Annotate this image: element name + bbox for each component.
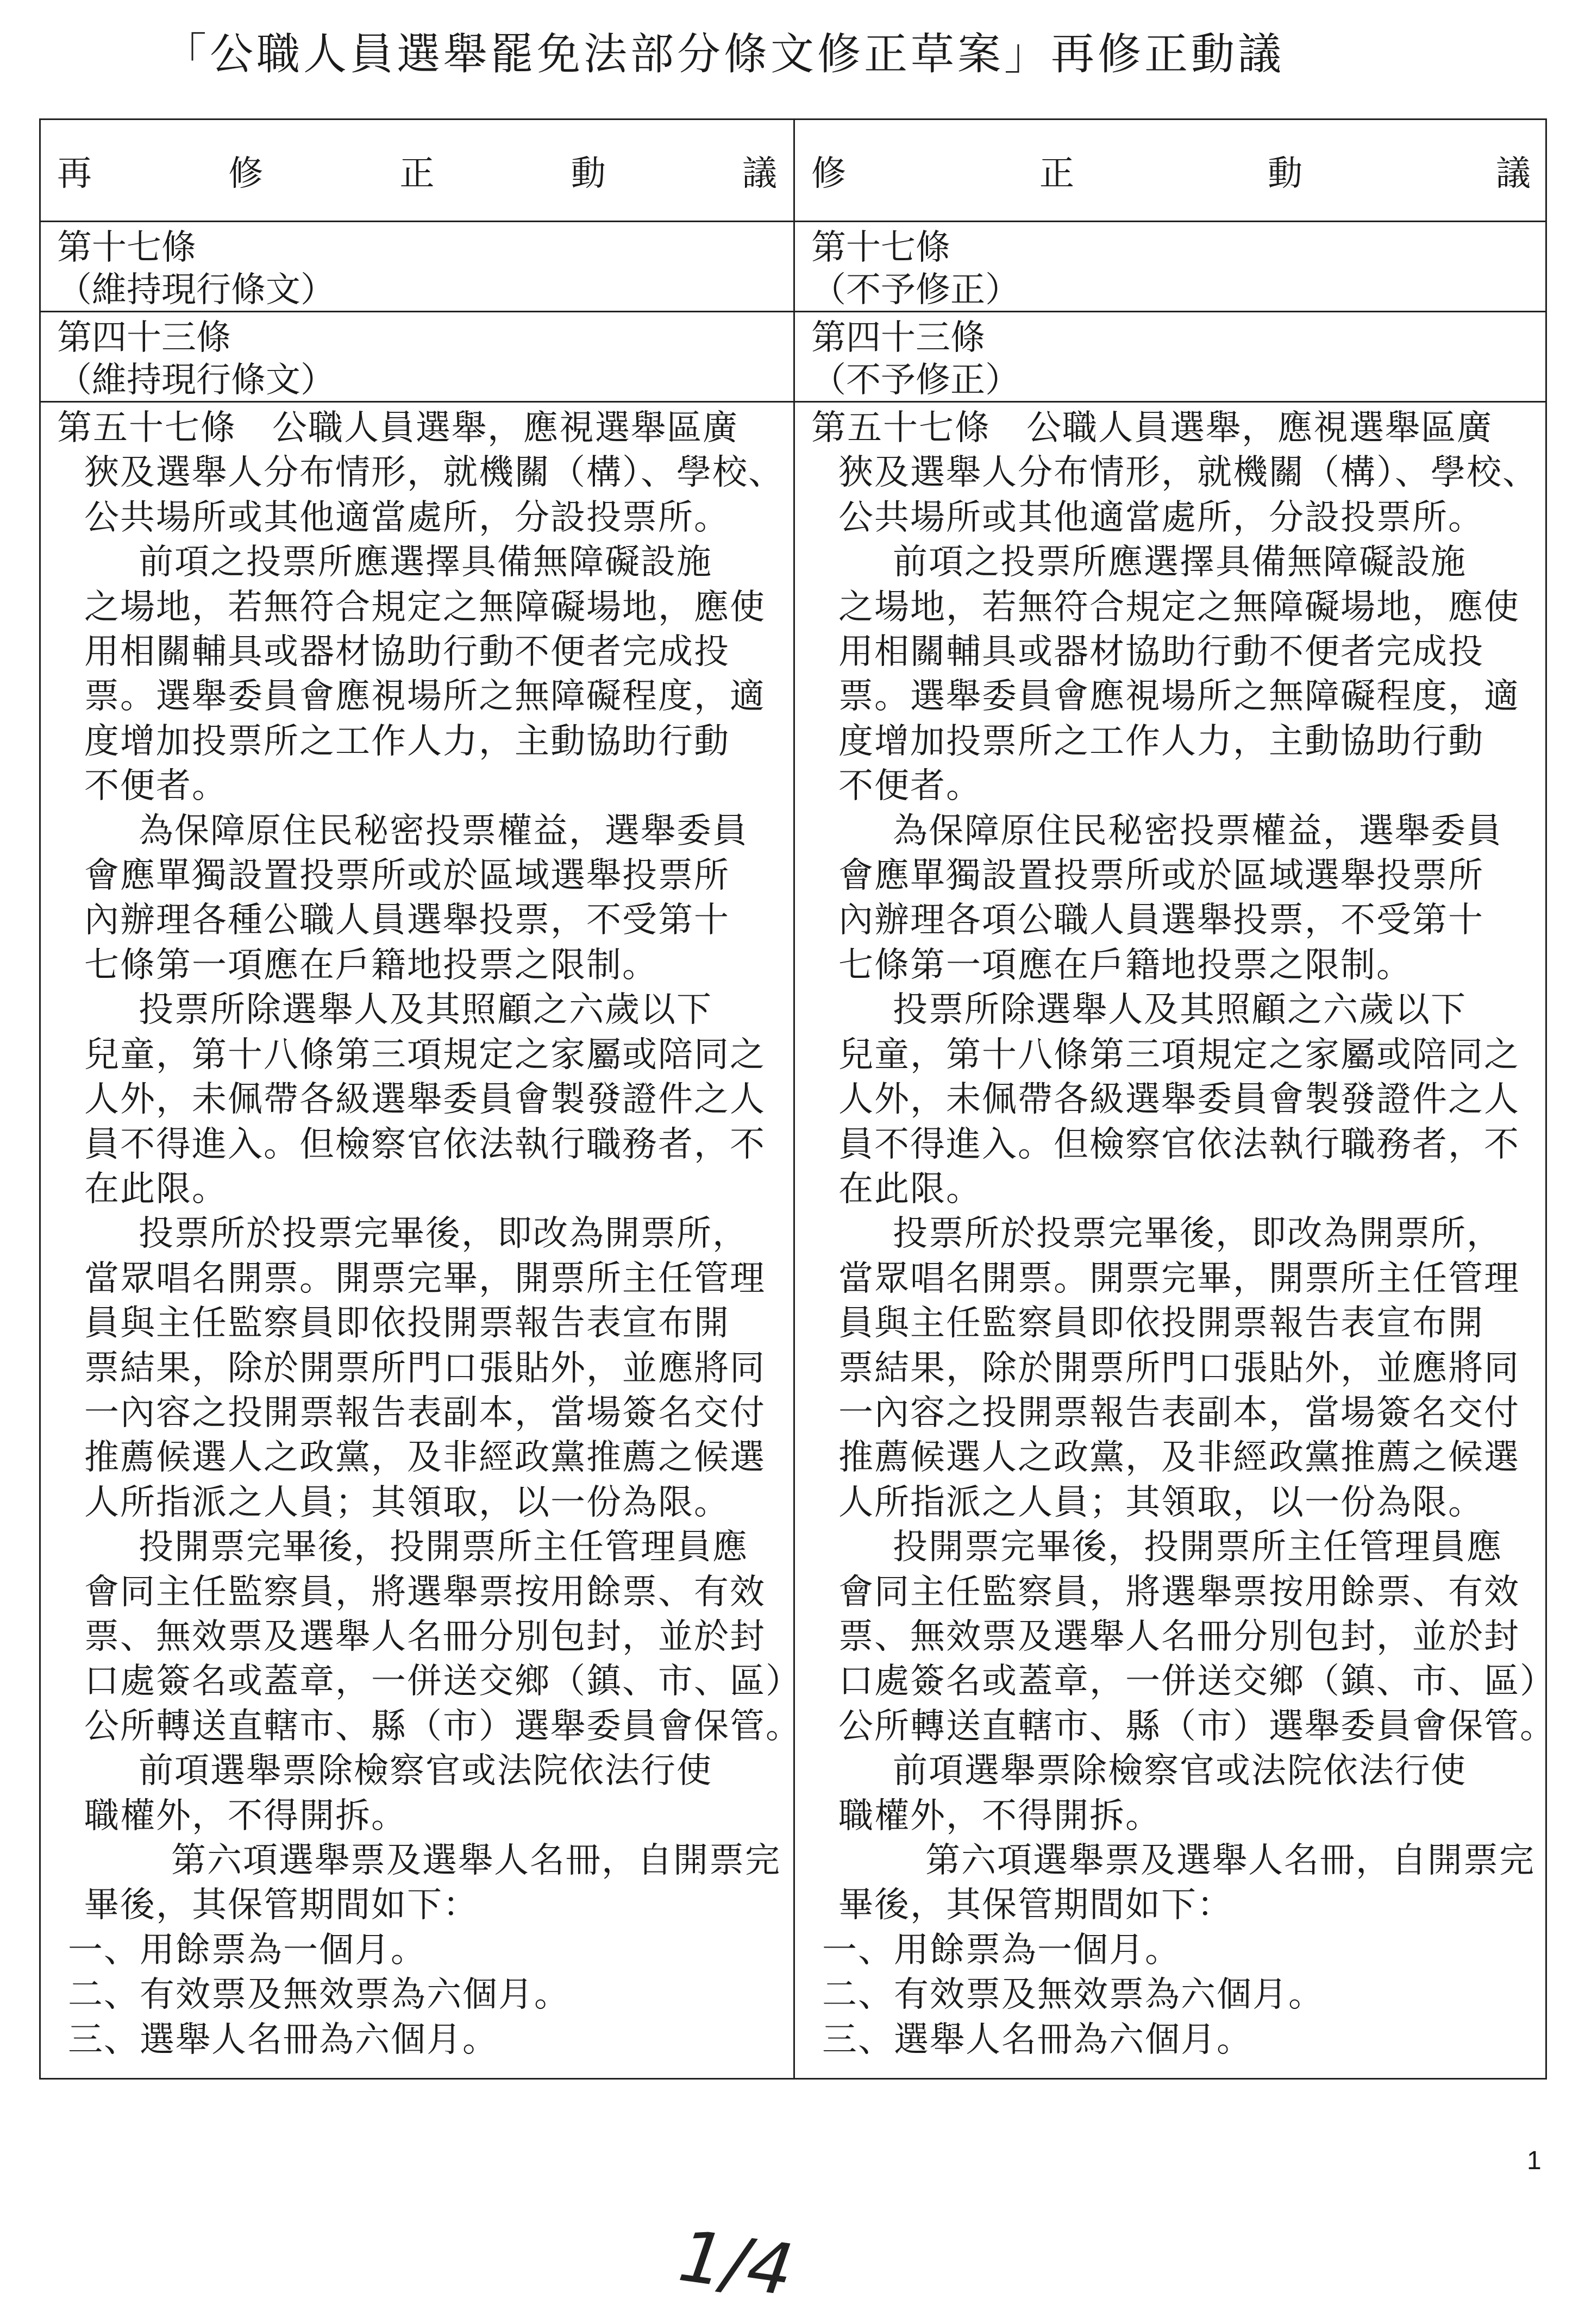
text-line: 第五十七條 公職人員選舉，應視選舉區廣 <box>811 408 1493 448</box>
text-line: 在此限。 <box>838 1169 982 1209</box>
header-char: 正 <box>399 153 435 194</box>
article-17-amendment-cell <box>795 222 1547 311</box>
article-57-reamendment-cell <box>41 403 801 2078</box>
text-line: 人外，未佩帶各級選舉委員會製發證件之人 <box>838 1079 1520 1120</box>
text-line: 人所指派之人員；其領取，以一份為限。 <box>84 1482 730 1523</box>
page-number: 1 <box>1527 2146 1542 2175</box>
text-line: 度增加投票所之工作人力，主動協助行動 <box>838 721 1484 762</box>
text-line: 之場地，若無符合規定之無障礙場地，應使 <box>838 587 1520 627</box>
text-line: 會應單獨設置投票所或於區域選舉投票所 <box>84 856 730 896</box>
text-line: 推薦候選人之政黨，及非經政黨推薦之候選 <box>84 1437 766 1478</box>
text-line: 七條第一項應在戶籍地投票之限制。 <box>84 945 658 985</box>
text-line: 會應單獨設置投票所或於區域選舉投票所 <box>838 856 1484 896</box>
text-line: 票。選舉委員會應視場所之無障礙程度，適 <box>838 676 1520 717</box>
text-line: 第六項選舉票及選舉人名冊，自開票完 <box>171 1841 781 1881</box>
text-line: 一內容之投開票報告表副本，當場簽名交付 <box>838 1392 1520 1433</box>
text-line: 公共場所或其他適當處所，分設投票所。 <box>84 497 730 538</box>
text-line: 員不得進入。但檢察官依法執行職務者，不 <box>84 1124 766 1165</box>
text-line: 投開票完畢後，投開票所主任管理員應 <box>893 1527 1502 1568</box>
header-char: 動 <box>1268 153 1302 194</box>
header-char: 再 <box>57 153 92 194</box>
text-line: 兒童，第十八條第三項規定之家屬或陪同之 <box>84 1034 766 1075</box>
text-line: 員不得進入。但檢察官依法執行職務者，不 <box>838 1124 1520 1165</box>
text-line: 前項之投票所應選擇具備無障礙設施 <box>139 542 712 583</box>
header-cell-reamendment <box>41 120 795 221</box>
text-line: 用相關輔具或器材協助行動不便者完成投 <box>84 632 730 673</box>
text-line: 票。選舉委員會應視場所之無障礙程度，適 <box>84 676 766 717</box>
text-line: 畢後，其保管期間如下： <box>84 1885 479 1926</box>
text-line: 會同主任監察員，將選舉票按用餘票、有效 <box>84 1572 766 1612</box>
text-line: 投票所除選舉人及其照顧之六歲以下 <box>139 990 712 1031</box>
text-line: 前項選舉票除檢察官或法院依法行使 <box>139 1751 712 1792</box>
list-item: 一、用餘票為一個月。 <box>822 1930 1181 1970</box>
text-line: 內辦理各項公職人員選舉投票，不受第十 <box>838 900 1484 941</box>
text-line: 第五十七條 公職人員選舉，應視選舉區廣 <box>57 408 738 448</box>
article-heading: 第十七條 <box>811 228 950 268</box>
header-char: 正 <box>1039 153 1074 194</box>
article-heading: 第四十三條 <box>811 318 985 358</box>
text-line: 用相關輔具或器材協助行動不便者完成投 <box>838 632 1484 673</box>
text-line: 公所轉送直轄市、縣（市）選舉委員會保管。 <box>838 1706 1556 1747</box>
text-line: 人所指派之人員；其領取，以一份為限。 <box>838 1482 1484 1523</box>
text-line: 投票所於投票完畢後，即改為開票所， <box>893 1214 1502 1254</box>
header-cell-amendment <box>795 120 1547 221</box>
header-char: 修 <box>811 153 846 194</box>
text-line: 狹及選舉人分布情形，就機關（構）、學校、 <box>838 453 1538 493</box>
text-line: 前項選舉票除檢察官或法院依法行使 <box>893 1751 1467 1792</box>
article-note: （維持現行條文） <box>57 360 335 400</box>
list-item: 二、有效票及無效票為六個月。 <box>822 1975 1324 2015</box>
article-note: （不予修正） <box>811 270 1020 310</box>
comparison-table <box>39 118 1556 2080</box>
table-header-row <box>41 120 1545 222</box>
article-heading: 第十七條 <box>57 228 196 268</box>
list-item: 三、選舉人名冊為六個月。 <box>822 2019 1252 2060</box>
text-line: 第六項選舉票及選舉人名冊，自開票完 <box>925 1841 1535 1881</box>
article-57-amendment-cell <box>795 403 1556 2078</box>
handwritten-page-note: 1/4 <box>674 2214 798 2312</box>
article-43-amendment-cell <box>795 312 1547 401</box>
text-line: 畢後，其保管期間如下： <box>838 1885 1233 1926</box>
text-line: 票、無效票及選舉人名冊分別包封，並於封 <box>838 1616 1520 1657</box>
article-43-reamendment-cell <box>41 312 795 401</box>
text-line: 員與主任監察員即依投開票報告表宣布開 <box>84 1303 730 1344</box>
header-char: 議 <box>1496 153 1531 194</box>
article-17-reamendment-cell <box>41 222 795 311</box>
text-line: 職權外，不得開拆。 <box>838 1795 1161 1836</box>
text-line: 推薦候選人之政黨，及非經政黨推薦之候選 <box>838 1437 1520 1478</box>
table-row-article-57 <box>41 403 1556 2078</box>
text-line: 投開票完畢後，投開票所主任管理員應 <box>139 1527 748 1568</box>
text-line: 人外，未佩帶各級選舉委員會製發證件之人 <box>84 1079 766 1120</box>
text-line: 為保障原住民秘密投票權益，選舉委員 <box>893 811 1502 851</box>
text-line: 會同主任監察員，將選舉票按用餘票、有效 <box>838 1572 1520 1612</box>
text-line: 票、無效票及選舉人名冊分別包封，並於封 <box>84 1616 766 1657</box>
table-row-article-17 <box>41 222 1545 312</box>
text-line: 職權外，不得開拆。 <box>84 1795 407 1836</box>
header-char: 動 <box>571 153 606 194</box>
text-line: 票結果，除於開票所門口張貼外，並應將同 <box>84 1348 766 1389</box>
list-item: 二、有效票及無效票為六個月。 <box>68 1975 570 2015</box>
text-line: 當眾唱名開票。開票完畢，開票所主任管理 <box>838 1258 1520 1299</box>
text-line: 七條第一項應在戶籍地投票之限制。 <box>838 945 1412 985</box>
article-note: （維持現行條文） <box>57 270 335 310</box>
text-line: 之場地，若無符合規定之無障礙場地，應使 <box>84 587 766 627</box>
list-item: 一、用餘票為一個月。 <box>68 1930 427 1970</box>
header-char: 議 <box>742 153 777 194</box>
text-line: 在此限。 <box>84 1169 228 1209</box>
text-line: 內辦理各種公職人員選舉投票，不受第十 <box>84 900 730 941</box>
text-line: 不便者。 <box>84 766 228 807</box>
text-line: 票結果，除於開票所門口張貼外，並應將同 <box>838 1348 1520 1389</box>
text-line: 投票所於投票完畢後，即改為開票所， <box>139 1214 748 1254</box>
article-note: （不予修正） <box>811 360 1020 400</box>
text-line: 兒童，第十八條第三項規定之家屬或陪同之 <box>838 1034 1520 1075</box>
text-line: 口處簽名或蓋章，一併送交鄉（鎮、市、區） <box>838 1661 1556 1702</box>
document-title: 「公職人員選舉罷免法部分條文修正草案」再修正動議 <box>163 29 1285 79</box>
text-line: 公共場所或其他適當處所，分設投票所。 <box>838 497 1484 538</box>
text-line: 公所轉送直轄市、縣（市）選舉委員會保管。 <box>84 1706 801 1747</box>
text-line: 前項之投票所應選擇具備無障礙設施 <box>893 542 1467 583</box>
text-line: 當眾唱名開票。開票完畢，開票所主任管理 <box>84 1258 766 1299</box>
list-item: 三、選舉人名冊為六個月。 <box>68 2019 498 2060</box>
text-line: 為保障原住民秘密投票權益，選舉委員 <box>139 811 748 851</box>
text-line: 不便者。 <box>838 766 982 807</box>
table-row-article-43 <box>41 312 1545 403</box>
text-line: 口處簽名或蓋章，一併送交鄉（鎮、市、區） <box>84 1661 801 1702</box>
text-line: 度增加投票所之工作人力，主動協助行動 <box>84 721 730 762</box>
text-line: 員與主任監察員即依投開票報告表宣布開 <box>838 1303 1484 1344</box>
text-line: 狹及選舉人分布情形，就機關（構）、學校、 <box>84 453 784 493</box>
text-line: 投票所除選舉人及其照顧之六歲以下 <box>893 990 1467 1031</box>
text-line: 一內容之投開票報告表副本，當場簽名交付 <box>84 1392 766 1433</box>
header-char: 修 <box>228 153 264 194</box>
article-heading: 第四十三條 <box>57 318 231 358</box>
